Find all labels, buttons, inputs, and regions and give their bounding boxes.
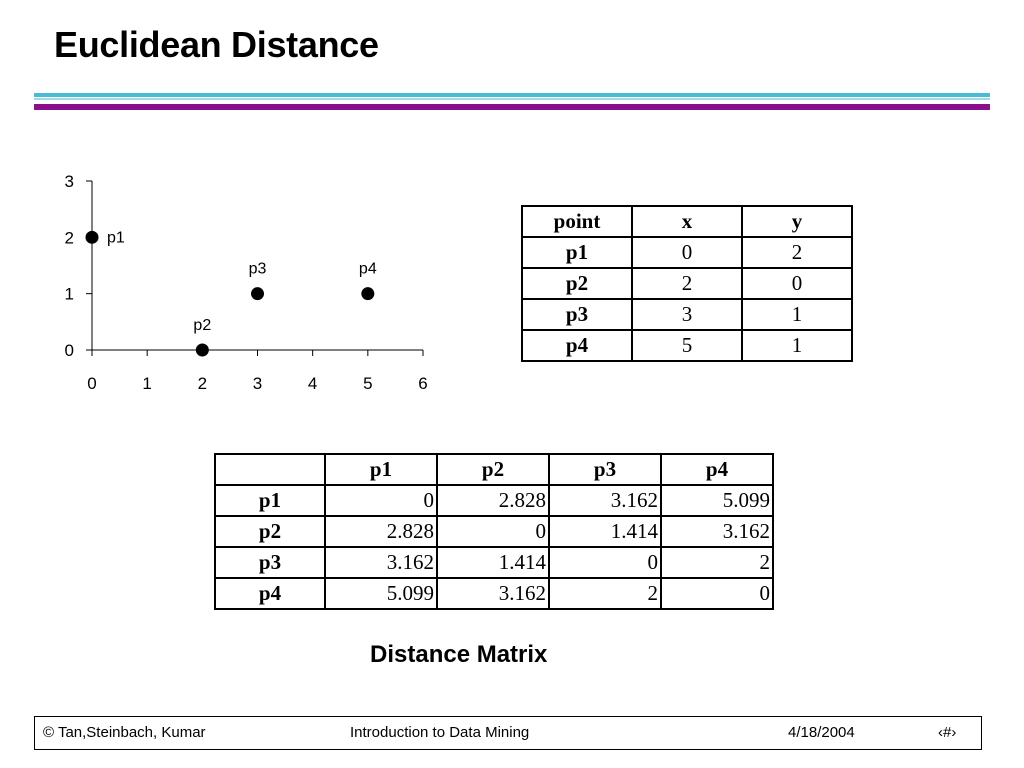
distance-cell: 0 <box>437 516 549 547</box>
point-name-cell: p3 <box>522 299 632 330</box>
point-label: p3 <box>248 260 267 278</box>
points-table-row <box>522 299 852 330</box>
distance-header-cell: p4 <box>661 454 773 485</box>
distance-header-cell: p3 <box>549 454 661 485</box>
distance-header-cell: p1 <box>325 454 437 485</box>
distance-row-label: p3 <box>215 547 325 578</box>
point-x-cell: 0 <box>632 237 742 268</box>
x-tick-label: 4 <box>307 374 318 393</box>
scatter-chart <box>0 0 470 410</box>
distance-cell: 0 <box>661 578 773 609</box>
distance-header-row <box>215 454 773 485</box>
distance-cell: 3.162 <box>549 485 661 516</box>
distance-cell: 2 <box>661 547 773 578</box>
distance-cell: 2 <box>549 578 661 609</box>
point-label: p4 <box>358 260 377 278</box>
distance-cell: 2.828 <box>437 485 549 516</box>
point-label: p2 <box>193 317 212 334</box>
distance-cell: 1.414 <box>437 547 549 578</box>
point-x-cell: 3 <box>632 299 742 330</box>
scatter-point <box>196 344 209 357</box>
points-header-cell: y <box>742 206 852 237</box>
x-tick-label: 2 <box>197 374 208 393</box>
point-y-cell: 0 <box>742 268 852 299</box>
x-tick-label: 0 <box>87 374 97 393</box>
points-table-row <box>522 330 852 361</box>
distance-row <box>215 516 773 547</box>
points-header-cell: x <box>632 206 742 237</box>
distance-cell: 3.162 <box>325 547 437 578</box>
point-y-cell: 2 <box>742 237 852 268</box>
distance-row <box>215 547 773 578</box>
point-y-cell: 1 <box>742 330 852 361</box>
points-header-cell: point <box>522 206 632 237</box>
point-name-cell: p2 <box>522 268 632 299</box>
x-tick-label: 6 <box>418 374 428 393</box>
point-name-cell: p1 <box>522 237 632 268</box>
x-tick-label: 5 <box>363 374 373 393</box>
scatter-point <box>251 287 264 300</box>
distance-row <box>215 485 773 516</box>
slide-footer <box>34 716 982 750</box>
distance-cell: 0 <box>549 547 661 578</box>
point-name-cell: p4 <box>522 330 632 361</box>
y-tick-label: 3 <box>64 172 74 191</box>
point-x-cell: 2 <box>632 268 742 299</box>
points-table-row <box>522 268 852 299</box>
distance-cell: 0 <box>325 485 437 516</box>
distance-cell: 3.162 <box>661 516 773 547</box>
distance-header-cell: p2 <box>437 454 549 485</box>
distance-matrix-caption: Distance Matrix <box>370 641 548 668</box>
distance-row-label: p1 <box>215 485 325 516</box>
footer-date: 4/18/2004 <box>788 724 855 741</box>
scatter-point <box>361 287 374 300</box>
scatter-point <box>86 231 99 244</box>
points-table-row <box>522 237 852 268</box>
points-table-header-row <box>522 206 852 237</box>
point-label: p1 <box>107 229 125 247</box>
points-table <box>521 205 853 362</box>
distance-cell: 3.162 <box>437 578 549 609</box>
y-tick-label: 2 <box>64 228 74 248</box>
distance-cell: 1.414 <box>549 516 661 547</box>
y-tick-label: 1 <box>64 284 74 304</box>
distance-corner-cell <box>215 454 325 485</box>
point-y-cell: 1 <box>742 299 852 330</box>
distance-cell: 2.828 <box>325 516 437 547</box>
distance-cell: 5.099 <box>325 578 437 609</box>
distance-row <box>215 578 773 609</box>
slide-title: Euclidean Distance <box>54 24 379 65</box>
distance-matrix-table <box>214 453 774 610</box>
distance-cell: 5.099 <box>661 485 773 516</box>
x-tick-label: 1 <box>142 374 152 393</box>
footer-course: Introduction to Data Mining <box>350 724 530 741</box>
x-tick-label: 3 <box>252 374 263 393</box>
y-tick-label: 0 <box>64 341 74 360</box>
footer-page-number: ‹#› <box>938 724 957 741</box>
point-x-cell: 5 <box>632 330 742 361</box>
distance-row-label: p4 <box>215 578 325 609</box>
distance-row-label: p2 <box>215 516 325 547</box>
footer-copyright: © Tan,Steinbach, Kumar <box>43 724 206 741</box>
